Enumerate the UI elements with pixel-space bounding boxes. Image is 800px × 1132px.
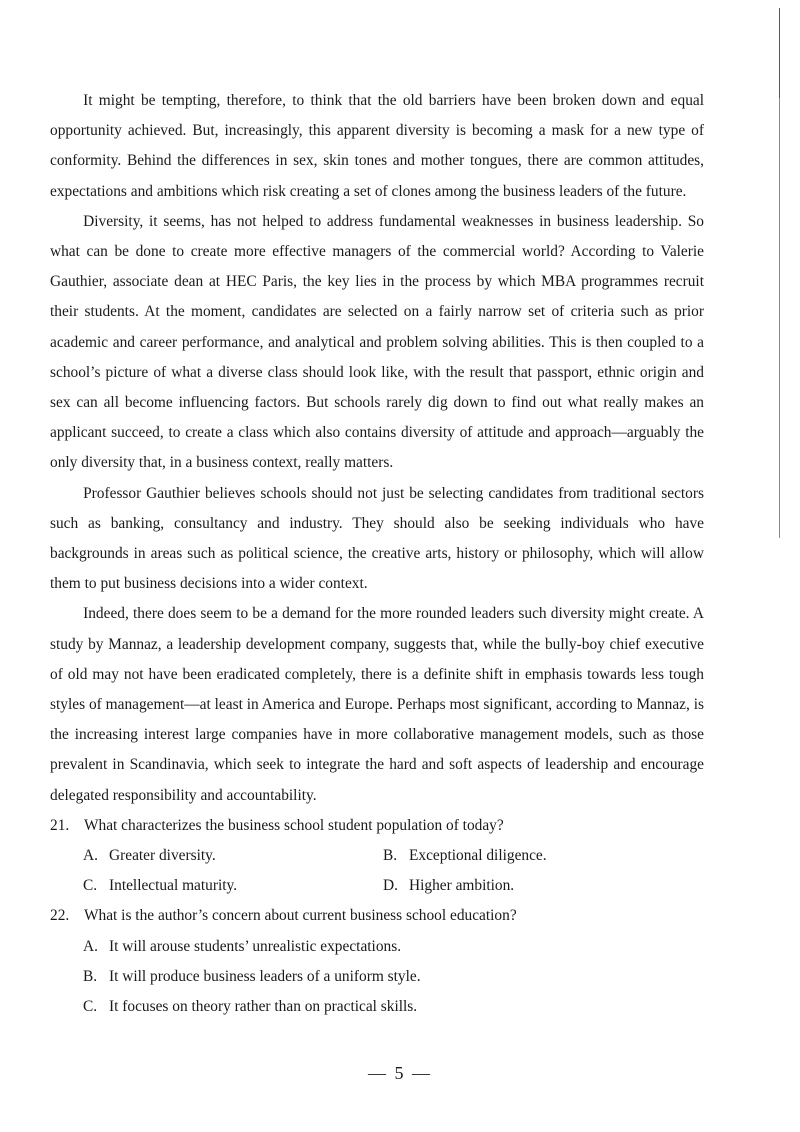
option-letter: B. [83,967,98,985]
option-list [50,841,704,901]
option-letter: C. [83,998,98,1016]
option-letter: D. [383,877,398,895]
question-text: What is the author’s concern about current business school education? [84,907,517,925]
passage-paragraph: It might be tempting, therefore, to think that the old barriers have been broken down and equal opportunity achieved. But, increasingly, this apparent diversity is becoming a mask for a new type of conformity. Behind the differences in sex, skin tones and mother tongues, there are common attitudes, expectations and ambitions which risk creating a set of clones among the business leaders of the future. [50,92,704,200]
option-text: It will arouse students’ unrealistic expectations. [109,937,402,955]
reading-passage [50,86,704,811]
option-letter: A. [83,937,98,955]
option-text: It will produce business leaders of a uniform style. [109,967,421,985]
option-text: Higher ambition. [409,877,515,895]
page-content [50,86,704,1022]
question-text: What characterizes the business school student population of today? [84,816,504,834]
option-b [50,962,704,992]
option-a [50,932,704,962]
option-text: Exceptional diligence. [409,847,547,865]
question-22 [50,901,704,1022]
option-b [383,841,683,871]
binding-rule-top [779,8,780,98]
option-a [83,841,383,871]
option-c [50,992,704,1022]
page-number: — 5 — [368,1063,432,1083]
binding-rule [779,98,780,538]
option-row [50,841,704,871]
passage-paragraph: Diversity, it seems, has not helped to address fundamental weaknesses in business leadership. So what can be done to create more effective managers of the commercial world? According to Valerie Gauthier, associate dean at HEC Paris, the key lies in the process by which MBA programmes recruit their students. At the moment, candidates are selected on a fairly narrow set of criteria such as prior academic and career performance, and analytical and problem solving abilities. This is then coupled to a school’s picture of what a diverse class should look like, with the result that passport, ethnic origin and sex can all become influencing factors. But schools rarely dig down to find out what really makes an applicant succeed, to create a class which also contains diversity of attitude and approach—arguably the only diversity that, in a business context, really matters. [50,212,704,472]
option-letter: C. [83,877,98,895]
passage-paragraph: Professor Gauthier believes schools should not just be selecting candidates from traditional sectors such as banking, consultancy and industry. They should also be seeking individuals who have backgrounds in areas such as political science, the creative arts, history or philosophy, which will allow them to put business decisions into a wider context. [50,484,704,593]
question-stem [50,901,704,931]
question-number: 22. [50,907,70,925]
option-text: Intellectual maturity. [109,877,238,895]
question-number: 21. [50,816,70,834]
option-text: Greater diversity. [109,847,216,865]
option-c [83,871,383,901]
option-row [50,871,704,901]
option-d [383,871,683,901]
option-text: It focuses on theory rather than on practical skills. [109,998,418,1016]
question-21 [50,811,704,902]
option-letter: B. [383,847,398,865]
passage-paragraph: Indeed, there does seem to be a demand for the more rounded leaders such diversity might create. A study by Mannaz, a leadership development company, suggests that, while the bully-boy chief executive of old may not have been eradicated completely, there is a definite shift in emphasis towards less tough styles of management—at least in America and Europe. Perhaps most significant, according to Mannaz, is the increasing interest large companies have in more collaborative management models, such as those prevalent in Scandinavia, which seek to integrate the hard and soft aspects of leadership and encourage delegated responsibility and accountability. [50,605,704,804]
option-letter: A. [83,847,98,865]
question-stem [50,811,704,841]
